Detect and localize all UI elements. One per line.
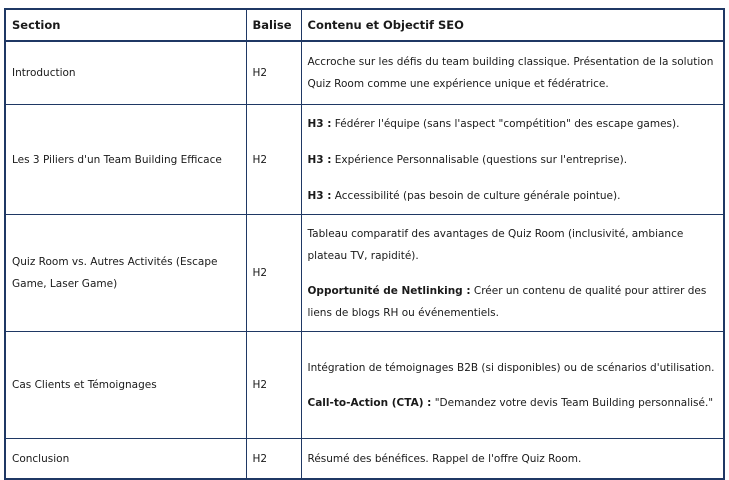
content-label: Call-to-Action (CTA) : [307, 396, 432, 409]
table-row [5, 439, 724, 480]
header-section: Section [5, 9, 246, 41]
content-label: H3 : [307, 153, 332, 166]
cell-section: Quiz Room vs. Autres Activités (Escape Game, Laser Game) [5, 215, 246, 332]
content-paragraph [308, 280, 718, 324]
header-row [5, 9, 724, 41]
content-text: Fédérer l'équipe (sans l'aspect "compétition" des escape games). [331, 117, 680, 130]
cell-tag: H2 [246, 332, 301, 439]
content-paragraph [308, 392, 718, 414]
cell-content [301, 41, 724, 105]
content-paragraph [308, 113, 718, 135]
cell-content [301, 105, 724, 215]
header-content: Contenu et Objectif SEO [301, 9, 724, 41]
cell-content [301, 439, 724, 480]
table-header [5, 9, 724, 41]
content-paragraph [308, 51, 718, 95]
header-tag: Balise [246, 9, 301, 41]
cell-section: Cas Clients et Témoignages [5, 332, 246, 439]
content-text: Intégration de témoignages B2B (si disponibles) ou de scénarios d'utilisation. [307, 361, 715, 374]
content-text: Tableau comparatif des avantages de Quiz Room (inclusivité, ambiance plateau TV, rapidité). [307, 227, 684, 262]
content-paragraph [308, 223, 718, 267]
content-text: Accroche sur les défis du team building classique. Présentation de la solution Quiz Room comme une expérience unique et fédératrice. [307, 56, 714, 90]
cell-section: Conclusion [5, 439, 246, 480]
content-paragraph [308, 185, 718, 207]
cell-tag: H2 [246, 105, 301, 215]
cell-content [301, 215, 724, 332]
content-text: "Demandez votre devis Team Building personnalisé." [431, 396, 714, 409]
content-label: Opportunité de Netlinking : [307, 284, 471, 297]
table-body [5, 41, 724, 479]
content-paragraph [308, 357, 718, 379]
content-text: Expérience Personnalisable (questions sur l'entreprise). [331, 153, 628, 166]
cell-section: Les 3 Piliers d'un Team Building Efficace [5, 105, 246, 215]
table-row [5, 41, 724, 105]
cell-tag: H2 [246, 41, 301, 105]
table-row [5, 215, 724, 332]
cell-tag: H2 [246, 439, 301, 480]
seo-outline-table-container [4, 8, 723, 480]
table-row [5, 105, 724, 215]
seo-outline-table [4, 8, 725, 480]
cell-section: Introduction [5, 41, 246, 105]
content-text: Créer un contenu de qualité pour attirer des liens de blogs RH ou événementiels. [307, 284, 707, 319]
content-label: H3 : [307, 189, 332, 202]
content-text: Accessibilité (pas besoin de culture générale pointue). [331, 189, 621, 202]
content-paragraph [308, 448, 718, 470]
content-text: Résumé des bénéfices. Rappel de l'offre Quiz Room. [307, 452, 582, 465]
cell-tag: H2 [246, 215, 301, 332]
table-row [5, 332, 724, 439]
cell-content [301, 332, 724, 439]
content-paragraph [308, 149, 718, 171]
content-label: H3 : [307, 117, 332, 130]
